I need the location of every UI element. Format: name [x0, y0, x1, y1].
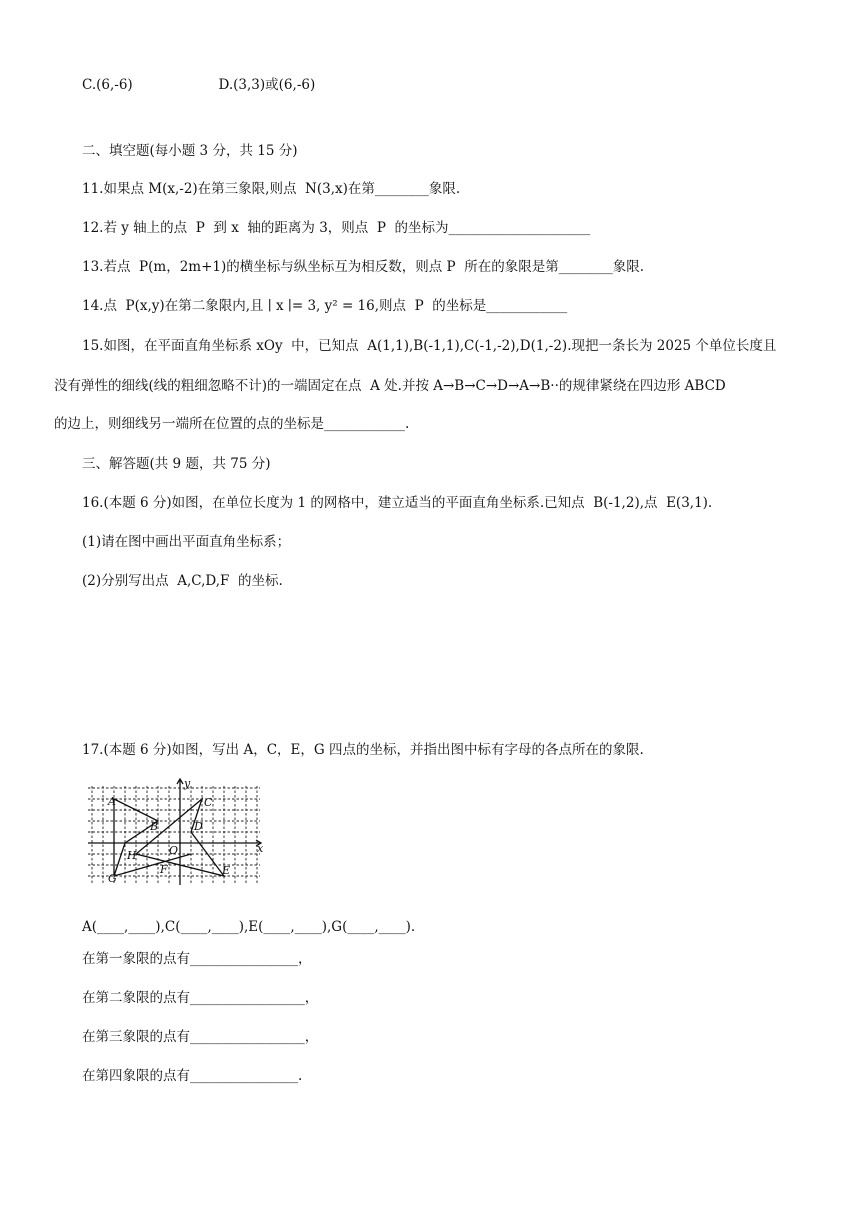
section2-title: 二、填空题(每小题 3 分，共 15 分): [82, 143, 298, 159]
axis-label-x: x: [257, 842, 264, 855]
q17-second-quadrant: 在第二象限的点有_________________，: [82, 990, 319, 1006]
axis-label-y: y: [184, 778, 191, 790]
section3-title: 三、解答题(共 9 题，共 75 分): [82, 456, 271, 472]
question-15-line2: 没有弹性的细线(线的粗细忽略不计)的一端固定在点 A 处.并按 A→B→C→D→A→B··的规律紧绕在四边形 ABCD: [54, 378, 726, 394]
label-e: E: [222, 864, 231, 877]
question-17: 17.(本题 6 分)如图，写出 A，C，E，G 四点的坐标，并指出图中标有字母的各点所在的象限.: [82, 742, 644, 758]
q17-fourth-quadrant: 在第四象限的点有________________.: [82, 1068, 303, 1084]
question-13: 13.若点 P(m，2m+1)的横坐标与纵坐标互为相反数，则点 P 所在的象限是第________象限.: [82, 259, 645, 275]
question-14: 14.点 P(x,y)在第二象限内,且 ∣ x ∣= 3, y² = 16,则点 P 的坐标是____________: [82, 298, 568, 314]
label-a: A: [108, 795, 116, 808]
q17-third-quadrant: 在第三象限的点有_________________，: [82, 1029, 319, 1045]
q17-first-quadrant: 在第一象限的点有________________，: [82, 951, 312, 967]
label-h: H: [127, 849, 137, 862]
question-15-line1: 15.如图，在平面直角坐标系 xOy 中，已知点 A(1,1),B(-1,1),C(-1,-2),D(1,-2).现把一条长为 2025 个单位长度且: [82, 338, 777, 354]
label-origin: O: [169, 844, 179, 857]
question-16-part2: (2)分别写出点 A,C,D,F 的坐标.: [82, 573, 283, 589]
q10-options: C.(6,-6) D.(3,3)或(6,-6): [82, 77, 316, 93]
question-16: 16.(本题 6 分)如图，在单位长度为 1 的网格中，建立适当的平面直角坐标系.已知点 B(-1,2),点 E(3,1).: [82, 495, 713, 511]
q17-coordinates-blanks: A(____,____),C(____,____),E(____,____),G(____,____).: [82, 919, 416, 935]
question-15-line3: 的边上，则细线另一端所在位置的点的坐标是____________.: [54, 416, 410, 432]
label-c: C: [204, 796, 213, 809]
question-11: 11.如果点 M(x,-2)在第三象限,则点 N(3,x)在第________象限.: [82, 181, 461, 197]
label-f: F: [160, 863, 168, 876]
question-16-part1: (1)请在图中画出平面直角坐标系；: [82, 534, 291, 550]
label-g: G: [108, 872, 117, 885]
label-b: B: [150, 820, 159, 833]
coordinate-grid-figure: [86, 778, 264, 888]
label-d: D: [194, 820, 203, 833]
question-12: 12.若 y 轴上的点 P 到 x 轴的距离为 3，则点 P 的坐标为_____________________: [82, 220, 591, 236]
